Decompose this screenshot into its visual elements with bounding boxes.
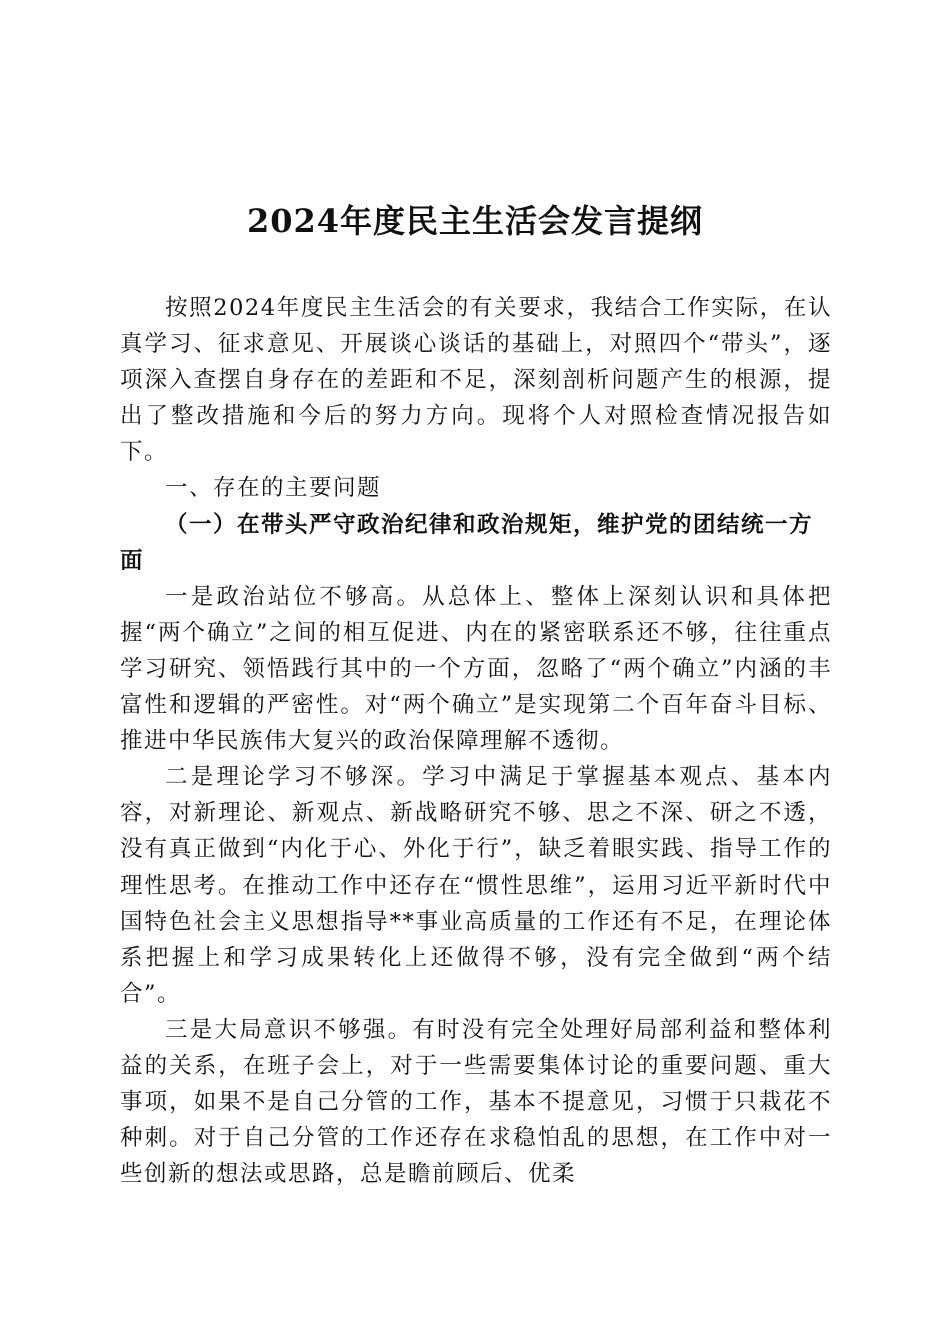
point-lead-2: 二是理论学习不够深。 <box>165 764 423 791</box>
point-text-3: 有时没有完全处理好局部利益和整体利益的关系，在班子会上，对于一些需要集体讨论的重要问题、重大事项，如果不是自己分管的工作，基本不提意见，习惯于只栽花不种刺。对于自己分管的工作还存在求稳怕乱的思想，在工作中对一些创新的想法或思路，总是瞻前顾后、优柔 <box>120 1016 832 1188</box>
subsection-heading-political-discipline: （一）在带头严守政治纪律和政治规矩，维护党的团结统一方面 <box>120 511 814 574</box>
point-lead-1: 一是政治站位不够高。 <box>165 583 423 610</box>
document-body <box>120 290 832 1192</box>
intro-paragraph: 按照2024年度民主生活会的有关要求，我结合工作实际，在认真学习、征求意见、开展谈心谈话的基础上，对照四个“带头”，逐项深入查摆自身存在的差距和不足，深刻剖析问题产生的根源，提出了整改措施和今后的努力方向。现将个人对照检查情况报告如下。 <box>120 295 832 466</box>
point-text-1: 从总体上、整体上深刻认识和具体把握“两个确立”之间的相互促进、内在的紧密联系还不够，往往重点学习研究、领悟践行其中的一个方面，忽略了“两个确立”内涵的丰富性和逻辑的严密性。对“两个确立”是实现第二个百年奋斗目标、推进中华民族伟大复兴的政治保障理解不透彻。 <box>120 583 832 755</box>
point-lead-3: 三是大局意识不够强。 <box>165 1016 413 1043</box>
document-title: 2024年度民主生活会发言提纲 <box>246 202 704 240</box>
point-paragraph-3 <box>120 1012 832 1192</box>
section-heading-main-problems: 一、存在的主要问题 <box>165 475 382 502</box>
point-text-2: 学习中满足于掌握基本观点、基本内容，对新理论、新观点、新战略研究不够、思之不深、研之不透，没有真正做到“内化于心、外化于行”，缺乏着眼实践、指导工作的理性思考。在推动工作中还存在“惯性思维”，运用习近平新时代中国特色社会主义思想指导**事业高质量的工作还有不足，在理论体系把握上和学习成果转化上还做得不够，没有完全做到“两个结合”。 <box>120 764 832 1007</box>
point-paragraph-2 <box>120 759 832 1012</box>
point-paragraph-1 <box>120 579 832 759</box>
